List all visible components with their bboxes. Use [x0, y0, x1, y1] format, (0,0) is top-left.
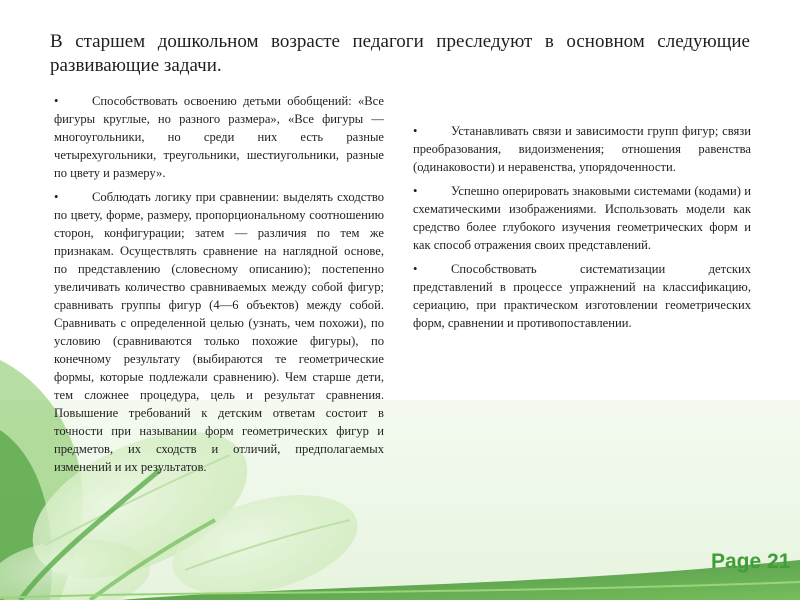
bullet-text: Успешно оперировать знаковыми системами (кодами) и схематическими изображениями. Использовать модели как средство более глубокого изучения геометрических форм и как способ отражения своих представлений. — [413, 184, 751, 252]
bullet-text: Способствовать систематизации детских представлений в процессе упражнений на классификацию, сериацию, при практическом изготовлении геометрических форм, сравнении и противопоставлении. — [413, 262, 751, 330]
bullet-icon: • — [54, 190, 59, 204]
bullet-text: Устанавливать связи и зависимости групп фигур; связи преобразования, видоизменения; отношения равенства (одинаковости) и неравенства, упорядоченности. — [413, 124, 751, 174]
left-text-column — [54, 92, 384, 482]
slide-title: В старшем дошкольном возрасте педагоги преследуют в основном следующие развивающие задачи. — [50, 31, 750, 76]
bullet-icon: • — [413, 184, 418, 198]
bullet-item — [413, 260, 751, 332]
bullet-icon: • — [54, 94, 59, 108]
bullet-text: Способствовать освоению детьми обобщений: «Все фигуры круглые, но разного размера», «Все фигуры — многоугольники, но среди них есть разные четырехугольники, треугольники, шестиугольники, разные по цвету и размеру». — [54, 94, 384, 180]
right-text-column — [413, 122, 751, 338]
bullet-text: Соблюдать логику при сравнении: выделять сходство по цвету, форме, размеру, пропорциональному соотношению сторон, конфигурации; затем — различия по тем же признакам. Осуществлять сравнение на наглядной основе, по представлению (словесному описанию); постепенно увеличивать количество сравниваемых между собой фигур; сравнивать группы фигур (4—6 объектов) между собой. Сравнивать с определенной целью (узнать, чем похожи), по условию (сравниваются только похожие фигуры), по конечному результату (выбираются те геометрические формы, которые подлежали сравнению). Чем старше дети, тем сложнее процедура, цель и результат сравнения. Повышение требований к детским ответам состоит в точности при назывании форм геометрических фигур и предметов, их сходств и отличий, предполагаемых изменений и их результатов. — [54, 190, 384, 474]
page-number: Page 21 — [711, 550, 791, 573]
bullet-icon: • — [413, 124, 418, 138]
bullet-item — [413, 122, 751, 176]
bullet-item — [54, 92, 384, 182]
bullet-item — [413, 182, 751, 254]
bullet-icon: • — [413, 262, 418, 276]
bullet-item — [54, 188, 384, 476]
